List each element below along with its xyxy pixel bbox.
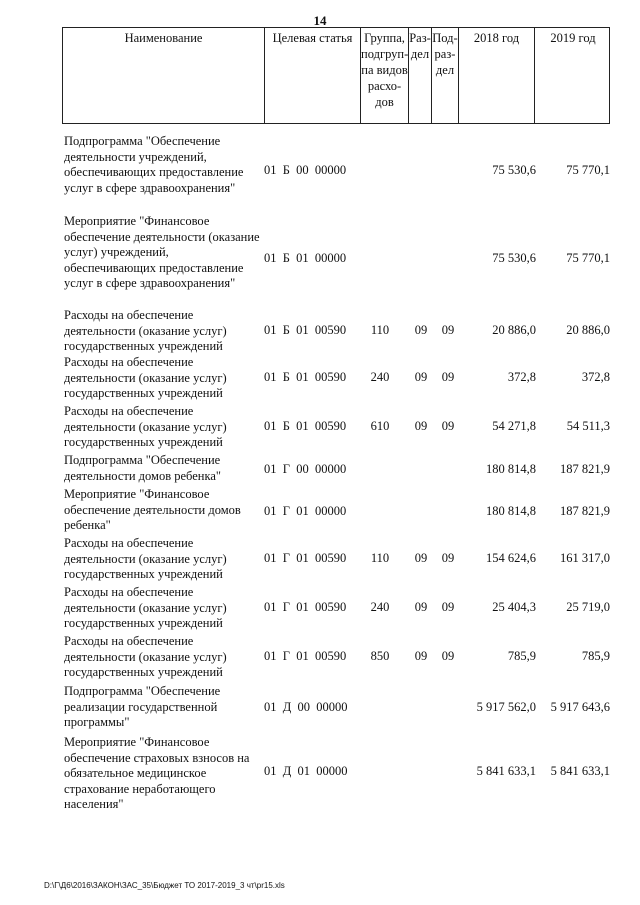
cell-y2018: 5 917 562,0	[476, 700, 536, 714]
cell-y2018: 20 886,0	[492, 323, 536, 337]
header-section: Раз-дел	[409, 28, 432, 123]
cell-group: 110	[370, 551, 390, 565]
cell-subsection: 09	[441, 649, 455, 663]
header-name: Наименование	[63, 28, 265, 123]
cell-y2018: 25 404,3	[492, 600, 536, 614]
cell-y2018: 75 530,6	[492, 163, 536, 177]
cell-y2018: 154 624,6	[486, 551, 536, 565]
header-group: Группа, подгруп-па видов расхо-дов	[361, 28, 409, 123]
cell-name: Расходы на обеспечение деятельности (оказание услуг) государственных учреждений	[64, 585, 227, 631]
header-2019: 2019 год	[550, 31, 596, 45]
cell-subsection: 09	[441, 323, 455, 337]
cell-name: Мероприятие "Финансовое обеспечение страховых взносов на обязательное медицинское страхование неработающего населения"	[64, 735, 250, 812]
cell-code: 01 Б 01 00590	[264, 419, 347, 433]
header-subsection: Под-раз-дел	[432, 28, 459, 123]
cell-y2018: 180 814,8	[486, 504, 536, 518]
cell-y2019: 187 821,9	[560, 504, 610, 518]
cell-code: 01 Г 01 00000	[264, 504, 347, 518]
cell-section: 09	[414, 649, 428, 663]
cell-code: 01 Г 01 00590	[264, 649, 347, 663]
cell-section: 09	[414, 370, 428, 384]
cell-section: 09	[414, 323, 428, 337]
cell-y2019: 75 770,1	[566, 251, 610, 265]
cell-code: 01 Г 01 00590	[264, 600, 347, 614]
cell-subsection: 09	[441, 600, 455, 614]
cell-section: 09	[414, 419, 428, 433]
cell-name: Расходы на обеспечение деятельности (оказание услуг) государственных учреждений	[64, 308, 227, 354]
cell-section: 09	[414, 600, 428, 614]
cell-code: 01 Б 00 00000	[264, 163, 347, 177]
cell-y2019: 187 821,9	[560, 462, 610, 476]
cell-y2019: 25 719,0	[566, 600, 610, 614]
cell-y2019: 5 917 643,6	[550, 700, 610, 714]
cell-code: 01 Д 00 00000	[264, 700, 348, 714]
cell-name: Расходы на обеспечение деятельности (оказание услуг) государственных учреждений	[64, 355, 227, 401]
cell-name: Расходы на обеспечение деятельности (оказание услуг) государственных учреждений	[64, 536, 227, 582]
header-target: Целевая статья	[265, 28, 361, 123]
cell-subsection: 09	[441, 419, 455, 433]
cell-code: 01 Г 00 00000	[264, 462, 347, 476]
cell-group: 240	[370, 370, 390, 384]
cell-group: 850	[370, 649, 390, 663]
cell-group: 110	[370, 323, 390, 337]
cell-name: Расходы на обеспечение деятельности (оказание услуг) государственных учреждений	[64, 404, 227, 450]
cell-y2019: 54 511,3	[566, 419, 610, 433]
cell-y2019: 785,9	[581, 649, 610, 663]
cell-y2018: 75 530,6	[492, 251, 536, 265]
cell-name: Мероприятие "Финансовое обеспечение деятельности домов ребенка"	[64, 487, 241, 533]
cell-code: 01 Б 01 00590	[264, 370, 347, 384]
cell-name: Мероприятие "Финансовое обеспечение деятельности (оказание услуг) учреждений, обеспечивающих предоставление услуг в сфере здравоохранения"	[64, 214, 260, 291]
cell-subsection: 09	[441, 551, 455, 565]
cell-y2019: 5 841 633,1	[550, 764, 610, 778]
cell-y2018: 54 271,8	[492, 419, 536, 433]
header-2018: 2018 год	[459, 28, 535, 123]
cell-name: Подпрограмма "Обеспечение реализации государственной программы"	[64, 684, 221, 730]
cell-name: Расходы на обеспечение деятельности (оказание услуг) государственных учреждений	[64, 634, 227, 680]
file-path: D:\Г\Д6\2016\ЗАКОН\ЗАС_35\Бюджет ТО 2017-2019_3 чт\pr15.xls	[44, 881, 285, 890]
cell-y2019: 20 886,0	[566, 323, 610, 337]
cell-group: 240	[370, 600, 390, 614]
cell-section: 09	[414, 551, 428, 565]
page-number: 14	[313, 13, 327, 28]
cell-y2019: 161 317,0	[560, 551, 610, 565]
cell-code: 01 Б 01 00590	[264, 323, 347, 337]
cell-y2019: 372,8	[581, 370, 610, 384]
cell-group: 610	[370, 419, 390, 433]
cell-name: Подпрограмма "Обеспечение деятельности учреждений, обеспечивающих предоставление услуг в сфере здравоохранения"	[64, 134, 244, 195]
cell-y2019: 75 770,1	[566, 163, 610, 177]
cell-code: 01 Д 01 00000	[264, 764, 348, 778]
table-header	[62, 27, 610, 124]
cell-name: Подпрограмма "Обеспечение деятельности домов ребенка"	[64, 453, 222, 483]
cell-code: 01 Б 01 00000	[264, 251, 347, 265]
cell-code: 01 Г 01 00590	[264, 551, 347, 565]
cell-y2018: 180 814,8	[486, 462, 536, 476]
cell-y2018: 372,8	[507, 370, 536, 384]
cell-y2018: 785,9	[507, 649, 536, 663]
cell-subsection: 09	[441, 370, 455, 384]
cell-y2018: 5 841 633,1	[476, 764, 536, 778]
